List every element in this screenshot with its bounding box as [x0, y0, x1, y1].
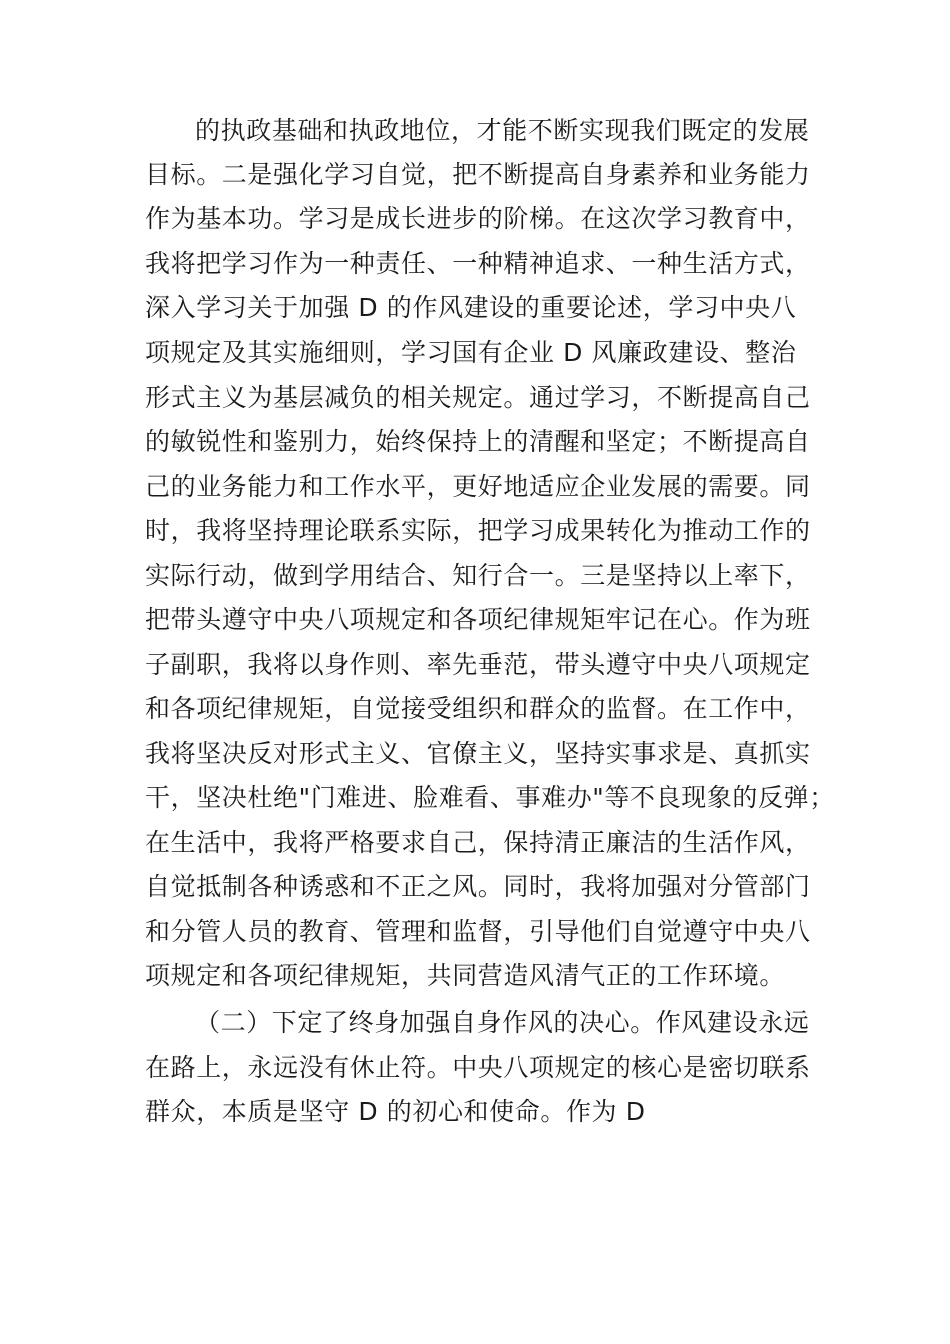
paragraph-line: 时，我将坚持理论联系实际，把学习成果转化为推动工作的 [145, 516, 811, 545]
paragraph-line: 我将把学习作为一种责任、一种精神追求、一种生活方式， [145, 249, 811, 278]
paragraph-line: 干，坚决杜绝"门难进、脸难看、事难办"等不良现象的反弹； [145, 783, 835, 812]
paragraph-line: 和分管人员的教育、管理和监督，引导他们自觉遵守中央八 [145, 917, 811, 946]
paragraph-line: 项规定及其实施细则，学习国有企业 D 风廉政建设、整治 [145, 338, 797, 367]
paragraph-line: 子副职，我将以身作则、率先垂范，带头遵守中央八项规定 [145, 650, 811, 679]
paragraph-line: 形式主义为基层减负的相关规定。通过学习，不断提高自己 [145, 383, 811, 412]
paragraph-line: 作为基本功。学习是成长进步的阶梯。在这次学习教育中， [145, 204, 811, 233]
paragraph-line: 深入学习关于加强 D 的作风建设的重要论述，学习中央八 [145, 293, 797, 322]
paragraph-line: 自觉抵制各种诱惑和不正之风。同时，我将加强对分管部门 [145, 872, 811, 901]
paragraph-line: 在生活中，我将严格要求自己，保持清正廉洁的生活作风， [145, 828, 811, 857]
paragraph-line: 的执政基础和执政地位，才能不断实现我们既定的发展 [195, 116, 810, 145]
paragraph-line: 和各项纪律规矩，自觉接受组织和群众的监督。在工作中， [145, 694, 811, 723]
paragraph-line: 项规定和各项纪律规矩，共同营造风清气正的工作环境。 [145, 961, 786, 990]
paragraph-line: 在路上，永远没有休止符。中央八项规定的核心是密切联系 [145, 1053, 811, 1082]
paragraph-line: 己的业务能力和工作水平，更好地适应企业发展的需要。同 [145, 472, 811, 501]
paragraph-line: 目标。二是强化学习自觉，把不断提高自身素养和业务能力 [145, 160, 811, 189]
paragraph-line: 的敏锐性和鉴别力，始终保持上的清醒和坚定；不断提高自 [145, 427, 811, 456]
paragraph-line: （二）下定了终身加强自身作风的决心。作风建设永远 [195, 1008, 810, 1037]
paragraph-line: 把带头遵守中央八项规定和各项纪律规矩牢记在心。作为班 [145, 605, 811, 634]
paragraph-line: 我将坚决反对形式主义、官僚主义，坚持实事求是、真抓实 [145, 739, 811, 768]
paragraph-line: 群众，本质是坚守 D 的初心和使命。作为 D [145, 1097, 646, 1126]
paragraph-line: 实际行动，做到学用结合、知行合一。三是坚持以上率下， [145, 561, 811, 590]
